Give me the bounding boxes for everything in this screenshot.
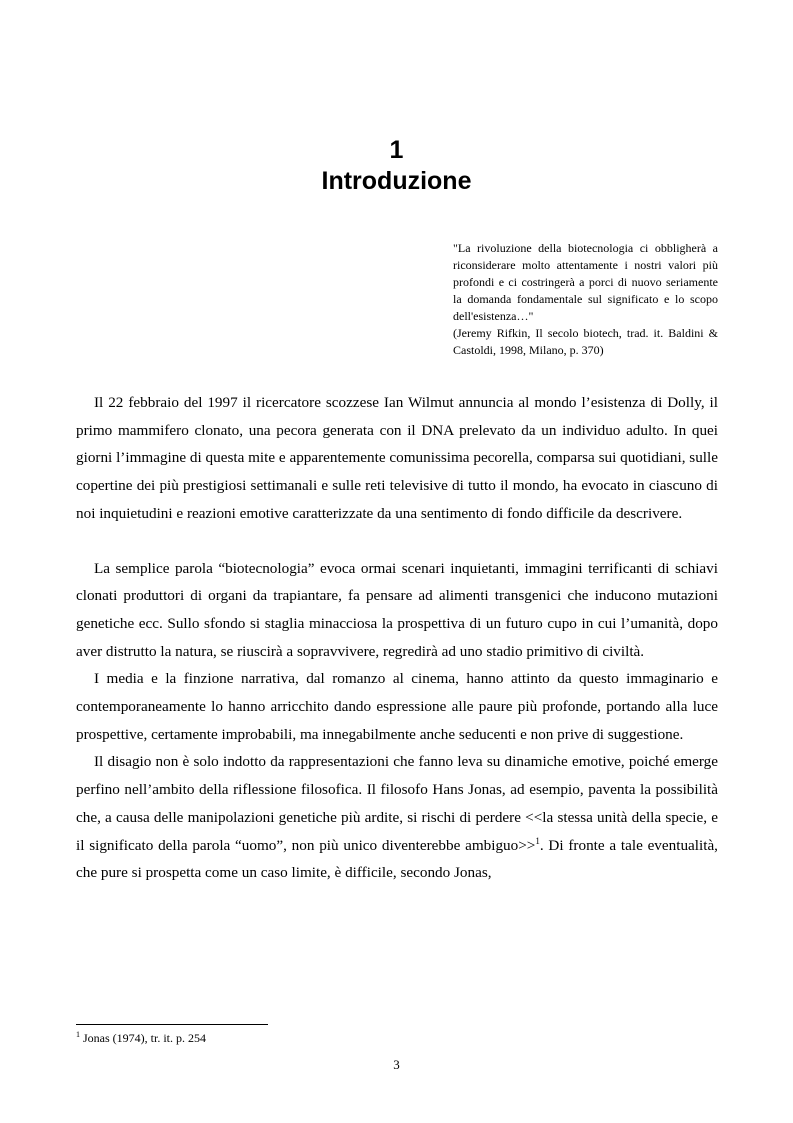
footnote-separator xyxy=(76,1024,268,1025)
chapter-number: 1 xyxy=(389,136,404,164)
body-text xyxy=(76,389,718,887)
footnote-text: Jonas (1974), tr. it. p. 254 xyxy=(80,1031,206,1045)
paragraph-4-text-end: . Di fronte a tale eventualità, che pure si prospetta come un caso limite, è difficile, secondo Jonas, xyxy=(76,836,718,882)
epigraph-source: (Jeremy Rifkin, Il secolo biotech, trad. it. Baldini & Castoldi, 1998, Milano, p. 370) xyxy=(453,326,718,357)
epigraph-quote: "La rivoluzione della biotecnologia ci obbligherà a riconsiderare molto attentamente i nostri valori più profondi e ci costringerà a porci di nuovo seriamente la domanda fondamentale sul significato e lo scopo dell'esistenza…" xyxy=(453,241,718,323)
footnote-marker: 1 xyxy=(76,1030,80,1039)
page-number: 3 xyxy=(393,1057,400,1072)
footnote-reference[interactable]: 1 xyxy=(535,835,540,846)
paragraph-4 xyxy=(76,748,718,887)
chapter-title: Introduzione xyxy=(321,167,472,195)
paragraph-2: La semplice parola “biotecnologia” evoca ormai scenari inquietanti, immagini terrificanti di schiavi clonati produttori di organi da trapiantare, fa pensare ad alimenti transgenici che inducono mutazioni genetiche ecc. Sullo sfondo si staglia minacciosa la prospettiva di un futuro cupo in cui l’umanità, dopo aver distrutto la natura, se riuscirà a sopravvivere, regredirà ad uno stadio primitivo di civiltà. xyxy=(76,559,718,660)
epigraph xyxy=(453,240,718,359)
paragraph-4-text-start: Il disagio non è solo indotto da rappresentazioni che fanno leva su dinamiche emotive, poiché emerge perfino nell’ambito della riflessione filosofica. Il filosofo Hans Jonas, ad esempio, paventa la possibilità che, a causa delle manipolazioni genetiche più ardite, si rischi di perdere <<la stessa unità della specie, e il significato della parola “uomo”, non più unico diventerebbe ambiguo>> xyxy=(76,753,718,854)
footnote xyxy=(76,1030,718,1046)
paragraph-1: Il 22 febbraio del 1997 il ricercatore scozzese Ian Wilmut annuncia al mondo l’esistenza di Dolly, il primo mammifero clonato, una pecora generata con il DNA prelevato da un individuo adulto. In quei giorni l’immagine di questa mite e apparentemente comunissima pecorella, comparsa sui quotidiani, sulle copertine dei più prestigiosi settimanali e sulle reti televisive di tutto il mondo, ha evocato in ciascuno di noi inquietudini e reazioni emotive caratterizzate da una sentimento di fondo difficile da descrivere. xyxy=(76,394,718,522)
paragraph-3: I media e la finzione narrativa, dal romanzo al cinema, hanno attinto da questo immaginario e contemporaneamente lo hanno arricchito dando espressione alle paure più profonde, portando alla luce prospettive, certamente improbabili, ma innegabilmente anche seducenti e non prive di suggestione. xyxy=(76,670,718,743)
